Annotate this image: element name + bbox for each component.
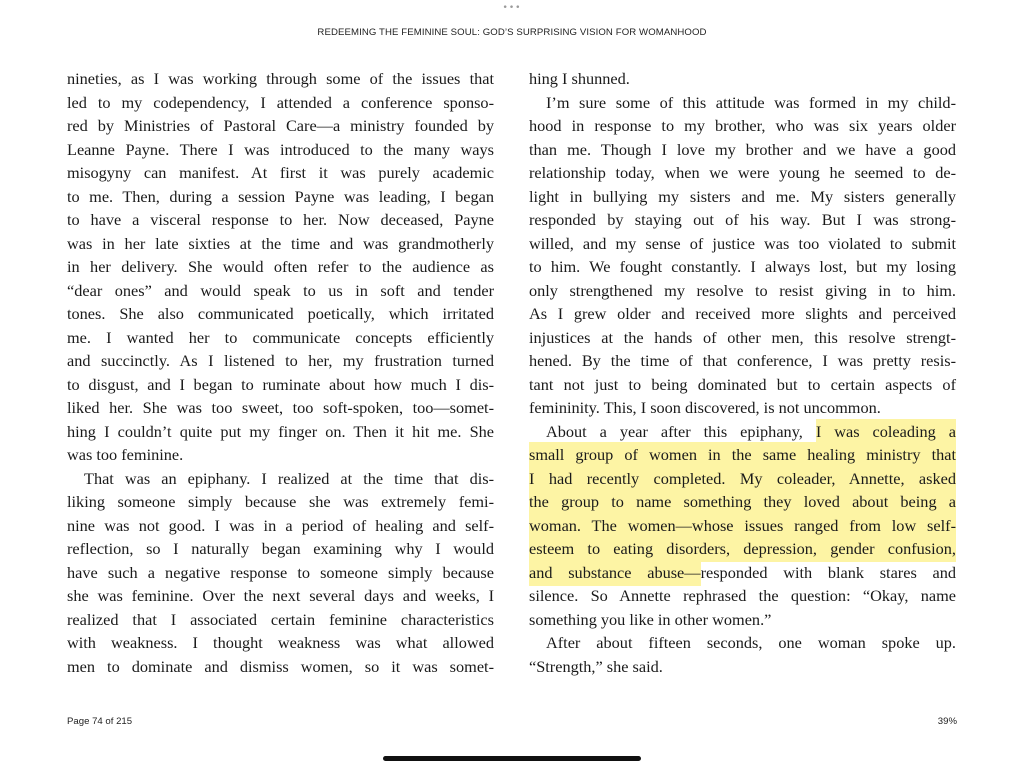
text-line: hing I couldn’t quite put my finger on. Then it hit me. She [67,421,494,441]
text-line: light in bullying my sisters and me. My sisters generally [529,186,956,206]
text-line: As I grew older and received more slights and perceived [529,304,956,323]
text-line: to have a visceral response to her. Now deceased, Payne [67,210,494,229]
text-line: and succinctly. As I listened to her, my frustration turned [67,351,494,370]
text-line: injustices at the hands of other men, this resolve strengt- [529,327,956,347]
highlighted-line [529,561,956,585]
text-line: liked her. She was too sweet, too soft-spoken, too—somet- [67,398,494,417]
right-text-column [529,67,956,678]
highlight-text[interactable]: the group to name something they loved about being a [529,489,956,515]
home-indicator-bar[interactable] [383,756,641,761]
text-line: led to my codependency, I attended a conference sponso- [67,92,494,112]
text-line: only strengthened my resolve to resist giving in to him. [529,280,956,300]
text-line: nineties, as I was working through some of the issues that [67,69,494,88]
text-line: “Strength,” she said. [529,656,663,676]
highlight-text[interactable]: I had recently completed. My coleader, Annette, asked [529,466,956,492]
text-line: That was an epiphany. I realized at the time that dis- [84,468,494,488]
text-line: tant not just to being dominated but to certain aspects of [529,374,956,394]
plain-text: About a year after this epiphany, [546,421,816,441]
text-line: have such a negative response to someone simply because [67,562,494,582]
text-line: I’m sure some of this attitude was formed in my child- [546,92,956,112]
text-line: nine was not good. I was in a period of healing and self- [67,515,494,535]
text-line: tones. She also communicated poetically, which irritated [67,304,494,323]
text-line: hood in response to my brother, who was six years older [529,116,956,135]
text-line: red by Ministries of Pastoral Care—a ministry founded by [67,116,494,135]
text-line: than me. Though I love my brother and we have a good [529,139,956,159]
text-line: men to dominate and dismiss women, so it was somet- [67,656,494,676]
highlighted-line [529,537,956,561]
text-line: in her delivery. She would often refer to the audience as [67,257,494,276]
text-line: to me. Then, during a session Payne was leading, I began [67,186,494,206]
text-line: with weakness. I thought weakness was what allowed [67,633,494,652]
text-line: reflection, so I naturally began examining why I would [67,539,494,558]
text-line: was in her late sixties at the time and was grandmotherly [67,233,494,253]
book-title-header: REDEEMING THE FEMININE SOUL: GOD’S SURPRISING VISION FOR WOMANHOOD [317,27,707,38]
text-line: something you like in other women.” [529,609,772,629]
text-line: to him. We fought constantly. I always lost, but my losing [529,257,956,276]
highlighted-line [529,490,956,514]
highlighted-line [529,467,956,491]
text-line: “dear ones” and would speak to us in soft and tender [67,280,494,300]
text-line: misogyny can manifest. At first it was purely academic [67,163,494,182]
highlight-text[interactable]: and substance abuse— [529,560,701,586]
text-line: hing I shunned. [529,69,630,88]
highlighted-line [529,514,956,538]
text-line: realized that I associated certain feminine characteristics [67,609,494,629]
reading-progress: 39% [937,716,957,727]
text-line: relationship today, when we were young he seemed to de- [529,163,956,182]
highlight-text[interactable]: small group of women in the same healing ministry that [529,442,956,468]
text-line: After about fifteen seconds, one woman spoke up. [546,633,956,652]
text-line: was too feminine. [67,445,184,464]
text-line: she was feminine. Over the next several days and weeks, I [67,586,494,605]
text-line: liking someone simply because she was extremely femi- [67,492,494,511]
reader-menu-dots[interactable]: ••• [502,3,522,13]
text-line: me. I wanted her to communicate concepts efficiently [67,327,494,347]
text-line: willed, and my sense of justice was too violated to submit [529,233,956,253]
highlight-text[interactable]: esteem to eating disorders, depression, gender confusion, [529,536,956,562]
highlight-text[interactable]: woman. The women—whose issues ranged from low self- [529,513,956,539]
text-line: responded by staying out of his way. But I was strong- [529,210,956,229]
left-text-column [67,67,494,678]
text-line: silence. So Annette rephrased the question: “Okay, name [529,586,956,605]
text-line: femininity. This, I soon discovered, is not uncommon. [529,398,881,417]
highlight-text[interactable]: I was coleading a [816,419,956,445]
page-indicator: Page 74 of 215 [67,716,133,727]
highlighted-line [529,443,956,467]
text-line: to disgust, and I began to ruminate about how much I dis- [67,374,494,394]
text-line: Leanne Payne. There I was introduced to the many ways [67,139,494,159]
plain-text: responded with blank stares and [700,562,957,582]
text-line: hened. By the time of that conference, I was pretty resis- [529,351,956,370]
highlighted-line [529,420,956,444]
